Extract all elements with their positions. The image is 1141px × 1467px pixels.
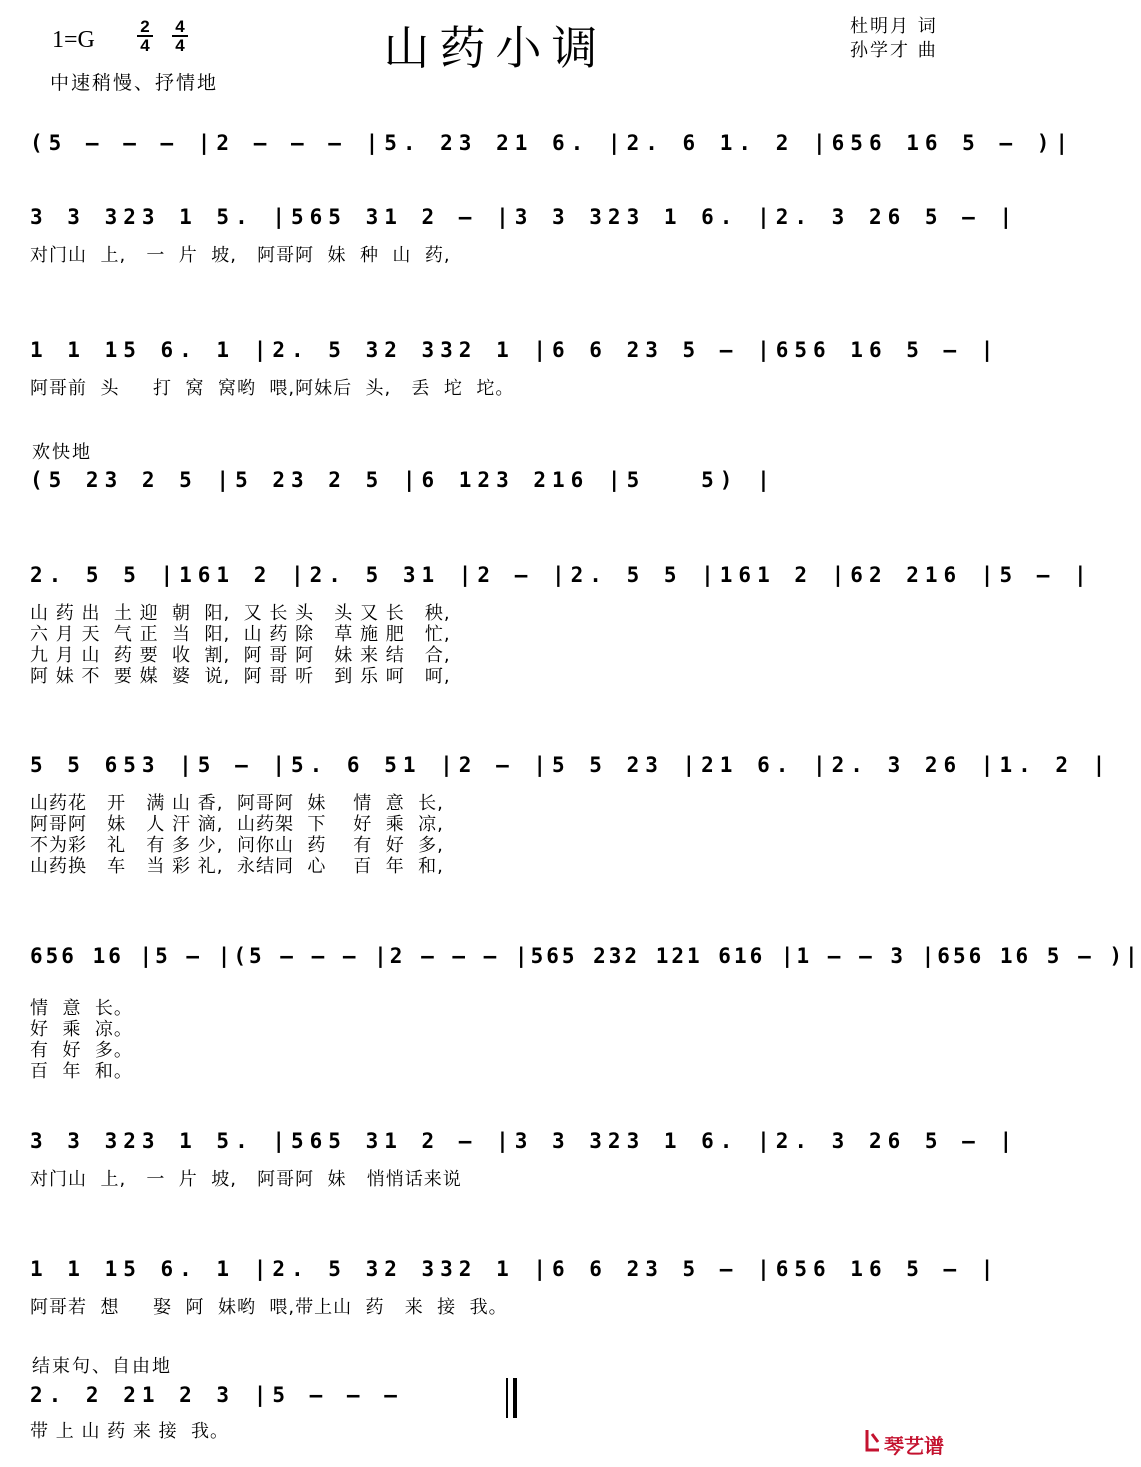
notation-line-8: 3 3 323 1 5. |565 31 2 – |3 3 323 1 6. |2. 3 26 5 – | xyxy=(30,1129,1019,1153)
lyrics-line-5-verse-3: 九 月 山 药 要 收 割, 阿 哥 阿 妹 来 结 合, xyxy=(30,645,451,666)
lyrics-line-6-verse-1: 山药花 开 满 山 香, 阿哥阿 妹 情 意 长, xyxy=(30,793,444,814)
lyrics-line-9: 阿哥若 想 娶 阿 妹哟 喂,带上山 药 来 接 我。 xyxy=(30,1297,508,1318)
watermark-logo-text: 琴艺谱 xyxy=(884,1434,944,1458)
meter-numerator: 4 xyxy=(175,17,185,36)
notation-line-1: (5 – – – |2 – – – |5. 23 21 6. |2. 6 1. 2 |656 16 5 – )| xyxy=(30,131,1075,155)
meter-denominator: 4 xyxy=(140,36,150,55)
meter-numerator: 2 xyxy=(140,17,150,36)
lyrics-line-10: 带 上 山 药 来 接 我。 xyxy=(30,1421,230,1442)
lyrics-line-6-verse-4: 山药换 车 当 彩 礼, 永结同 心 百 年 和, xyxy=(30,856,444,877)
lyrics-line-3: 阿哥前 头 打 窝 窝哟 喂,阿妹后 头, 丢 坨 坨。 xyxy=(30,378,515,399)
lyrics-line-7-verse-3: 有 好 多。 xyxy=(30,1040,133,1061)
notation-line-5: 2. 5 5 |161 2 |2. 5 31 |2 – |2. 5 5 |161 2 |62 216 |5 – | xyxy=(30,563,1093,587)
notation-line-4: (5 23 2 5 |5 23 2 5 |6 123 216 |5 5) | xyxy=(30,468,776,492)
final-barline xyxy=(506,1378,517,1418)
tempo-marking: 中速稍慢、抒情地 xyxy=(50,72,219,94)
notation-line-9: 1 1 15 6. 1 |2. 5 32 332 1 |6 6 23 5 – |656 16 5 – | xyxy=(30,1257,1000,1281)
qinyipu-logo-icon xyxy=(864,1428,882,1454)
credits xyxy=(850,15,938,63)
section-marking-ending: 结束句、自由地 xyxy=(32,1356,172,1377)
notation-line-2: 3 3 323 1 5. |565 31 2 – |3 3 323 1 6. |2. 3 26 5 – | xyxy=(30,205,1019,229)
section-marking-allegro: 欢快地 xyxy=(32,442,92,463)
meter-denominator: 4 xyxy=(175,36,185,55)
notation-line-7: 656 16 |5 – |(5 – – – |2 – – – |565 232 121 616 |1 – – 3 |656 16 5 – )| xyxy=(30,944,1141,968)
lyricist: 杜明月 词 xyxy=(850,16,938,37)
song-title: 山药小调 xyxy=(383,21,608,75)
lyrics-line-5-verse-4: 阿 妹 不 要 媒 婆 说, 阿 哥 听 到 乐 呵 呵, xyxy=(30,666,451,687)
lyrics-line-6-verse-3: 不为彩 礼 有 多 少, 问你山 药 有 好 多, xyxy=(30,835,444,856)
notation-line-10: 2. 2 21 2 3 |5 – – – xyxy=(30,1383,422,1407)
lyrics-line-6-verse-2: 阿哥阿 妹 人 汗 滴, 山药架 下 好 乘 凉, xyxy=(30,814,444,835)
lyrics-line-5-verse-1: 山 药 出 土 迎 朝 阳, 又 长 头 头 又 长 秧, xyxy=(30,603,451,624)
lyrics-line-5-verse-2: 六 月 天 气 正 当 阳, 山 药 除 草 施 肥 忙, xyxy=(30,624,451,645)
lyrics-line-7-verse-4: 百 年 和。 xyxy=(30,1061,133,1082)
lyrics-line-8: 对门山 上, 一 片 坡, 阿哥阿 妹 悄悄话来说 xyxy=(30,1169,462,1190)
lyrics-line-2: 对门山 上, 一 片 坡, 阿哥阿 妹 种 山 药, xyxy=(30,245,451,266)
key-signature: 1=G xyxy=(52,27,95,53)
composer: 孙学才 曲 xyxy=(850,40,938,61)
lyrics-line-7-verse-1: 情 意 长。 xyxy=(30,998,133,1019)
lyrics-line-7-verse-2: 好 乘 凉。 xyxy=(30,1019,133,1040)
notation-line-6: 5 5 653 |5 – |5. 6 51 |2 – |5 5 23 |21 6. |2. 3 26 |1. 2 | xyxy=(30,753,1112,777)
notation-line-3: 1 1 15 6. 1 |2. 5 32 332 1 |6 6 23 5 – |656 16 5 – | xyxy=(30,338,1000,362)
